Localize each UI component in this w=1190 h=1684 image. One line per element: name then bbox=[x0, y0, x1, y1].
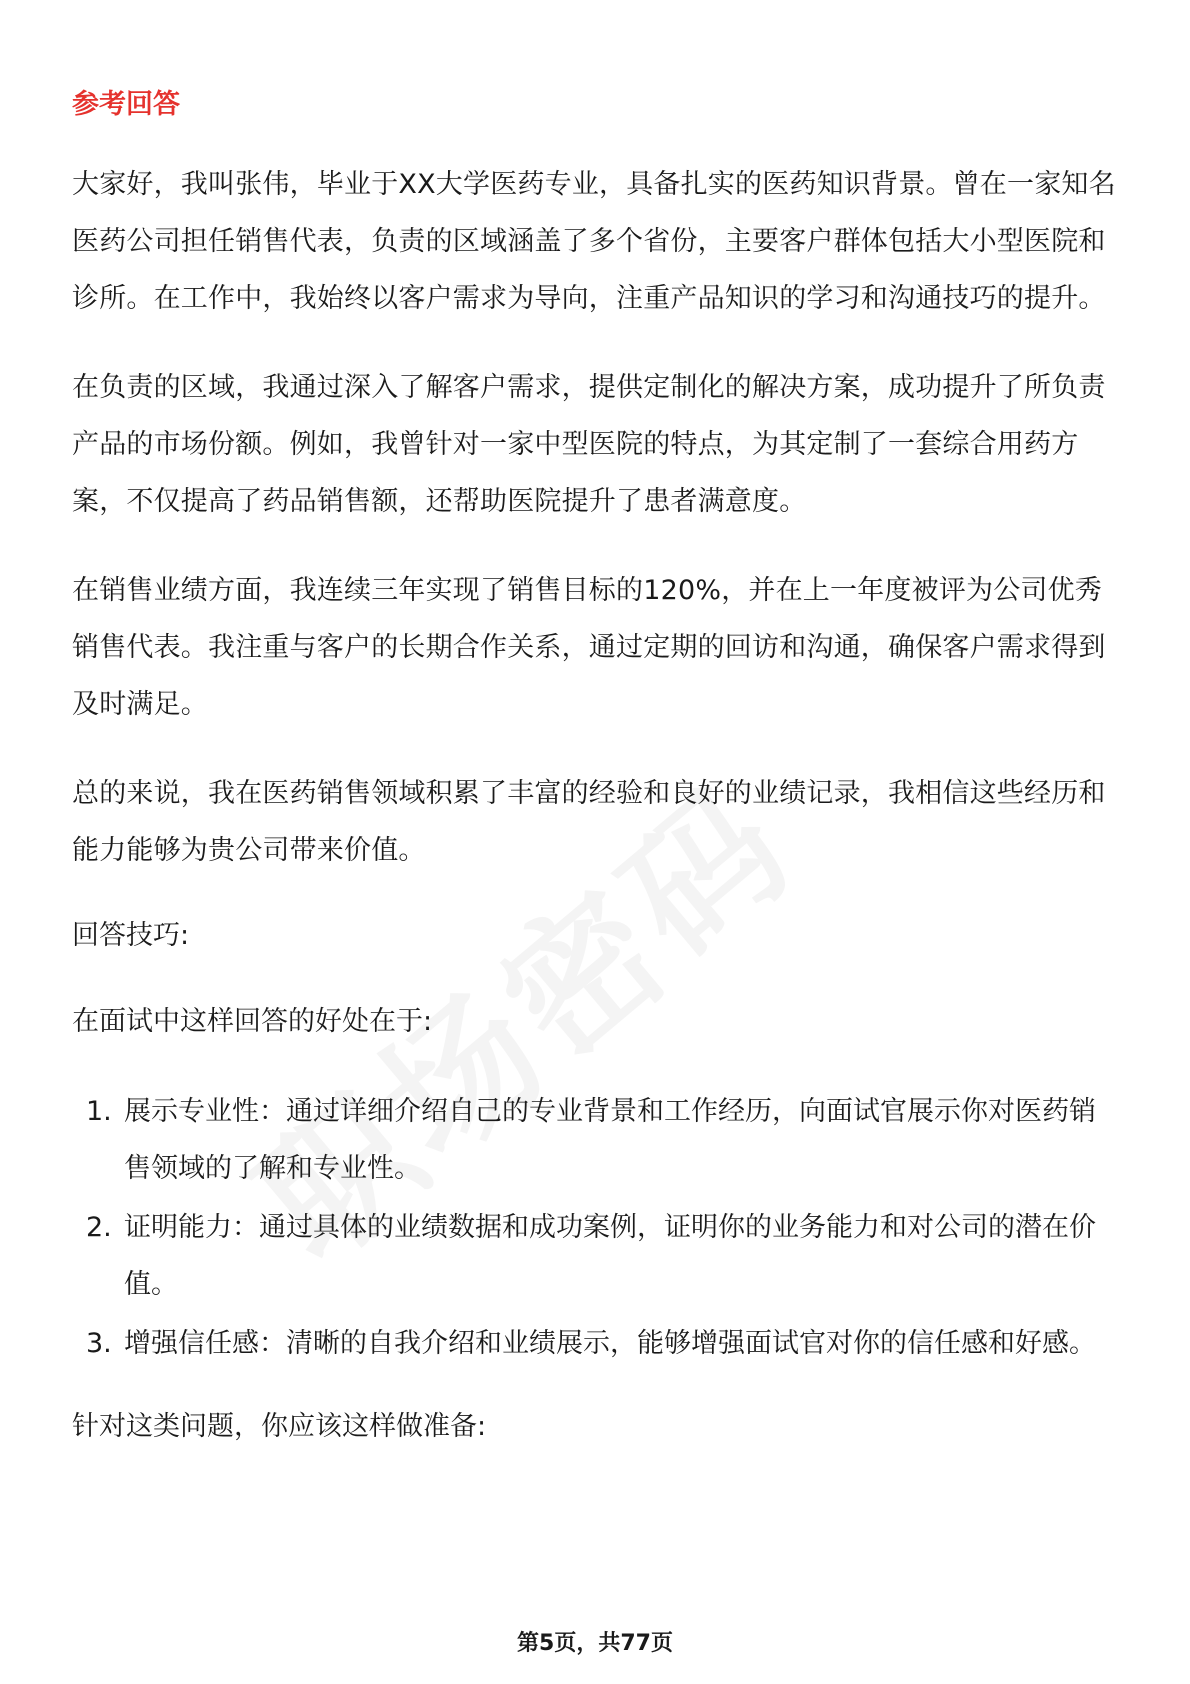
list-item bbox=[72, 1315, 1122, 1372]
paragraph-performance: 在销售业绩方面，我连续三年实现了销售目标的120%，并在上一年度被评为公司优秀销售代表。我注重与客户的长期合作关系，通过定期的回访和沟通，确保客户需求得到及时满足。 bbox=[72, 575, 1106, 720]
list-item-number: 3. bbox=[86, 1328, 112, 1359]
tips-list bbox=[72, 1083, 1122, 1372]
paragraph-intro: 大家好，我叫张伟，毕业于XX大学医药专业，具备扎实的医药知识背景。曾在一家知名医药公司担任销售代表，负责的区域涵盖了多个省份，主要客户群体包括大小型医院和诊所。在工作中，我始终以客户需求为导向，注重产品知识的学习和沟通技巧的提升。 bbox=[72, 169, 1116, 314]
list-item-number: 1. bbox=[86, 1096, 112, 1127]
paragraph-region: 在负责的区域，我通过深入了解客户需求，提供定制化的解决方案，成功提升了所负责产品的市场份额。例如，我曾针对一家中型医院的特点，为其定制了一套综合用药方案，不仅提高了药品销售额，还帮助医院提升了患者满意度。 bbox=[72, 372, 1106, 517]
tips-label: 回答技巧: bbox=[72, 920, 190, 951]
section-title: 参考回答 bbox=[72, 89, 180, 120]
benefits-label: 在面试中这样回答的好处在于: bbox=[72, 1006, 433, 1037]
prep-label: 针对这类问题，你应该这样做准备: bbox=[72, 1411, 487, 1442]
list-item bbox=[72, 1199, 1122, 1313]
list-item-text: 证明能力：通过具体的业绩数据和成功案例，证明你的业务能力和对公司的潜在价值。 bbox=[124, 1212, 1096, 1300]
list-item-text: 展示专业性：通过详细介绍自己的专业背景和工作经历，向面试官展示你对医药销售领域的了解和专业性。 bbox=[124, 1096, 1096, 1184]
list-item bbox=[72, 1083, 1122, 1197]
page-number-footer: 第5页，共77页 bbox=[517, 1631, 673, 1656]
document-content bbox=[72, 80, 1122, 1488]
list-item-number: 2. bbox=[86, 1212, 112, 1243]
paragraph-summary: 总的来说，我在医药销售领域积累了丰富的经验和良好的业绩记录，我相信这些经历和能力能够为贵公司带来价值。 bbox=[72, 778, 1106, 866]
list-item-text: 增强信任感：清晰的自我介绍和业绩展示，能够增强面试官对你的信任感和好感。 bbox=[124, 1328, 1096, 1359]
